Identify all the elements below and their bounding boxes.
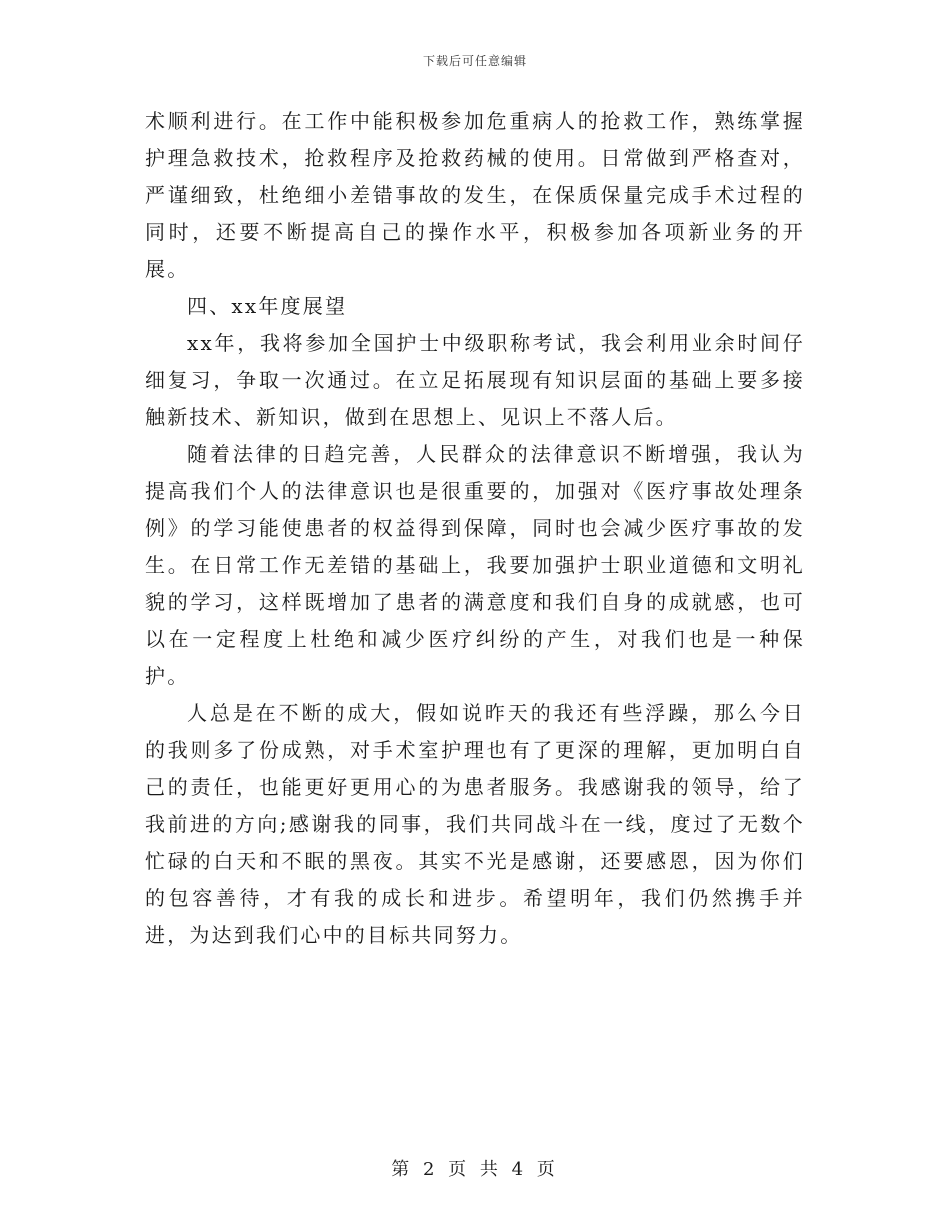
section-heading: 四、xx年度展望 (187, 294, 348, 318)
page-number: 第 2 页 共 4 页 (391, 1159, 559, 1180)
document-body (145, 103, 805, 954)
paragraph-continuation: 术顺利进行。在工作中能积极参加危重病人的抢救工作，熟练掌握护理急救技术，抢救程序及抢救药械的使用。日常做到严格查对，严谨细致，杜绝细小差错事故的发生，在保质保量完成手术过程的同时，还要不断提高自己的操作水平，积极参加各项新业务的开展。 (145, 109, 805, 281)
paragraph: xx年，我将参加全国护士中级职称考试，我会利用业余时间仔细复习，争取一次通过。在立足拓展现有知识层面的基础上要多接触新技术、新知识，做到在思想上、见识上不落人后。 (145, 331, 805, 429)
paragraph: 人总是在不断的成大，假如说昨天的我还有些浮躁，那么今日的我则多了份成熟，对手术室护理也有了更深的理解，更加明白自己的责任，也能更好更用心的为患者服务。我感谢我的领导，给了我前进的方向;感谢我的同事，我们共同战斗在一线，度过了无数个忙碌的白天和不眠的黑夜。其实不光是感谢，还要感恩，因为你们的包容善待，才有我的成长和进步。希望明年，我们仍然携手并进，为达到我们心中的目标共同努力。 (145, 701, 805, 947)
paragraph: 随着法律的日趋完善，人民群众的法律意识不断增强，我认为提高我们个人的法律意识也是很重要的，加强对《医疗事故处理条例》的学习能使患者的权益得到保障，同时也会减少医疗事故的发生。在日常工作无差错的基础上，我要加强护士职业道德和文明礼貌的学习，这样既增加了患者的满意度和我们自身的成就感，也可以在一定程度上杜绝和减少医疗纠纷的产生，对我们也是一种保护。 (145, 442, 805, 688)
page-header: 下载后可任意编辑 (422, 54, 527, 68)
